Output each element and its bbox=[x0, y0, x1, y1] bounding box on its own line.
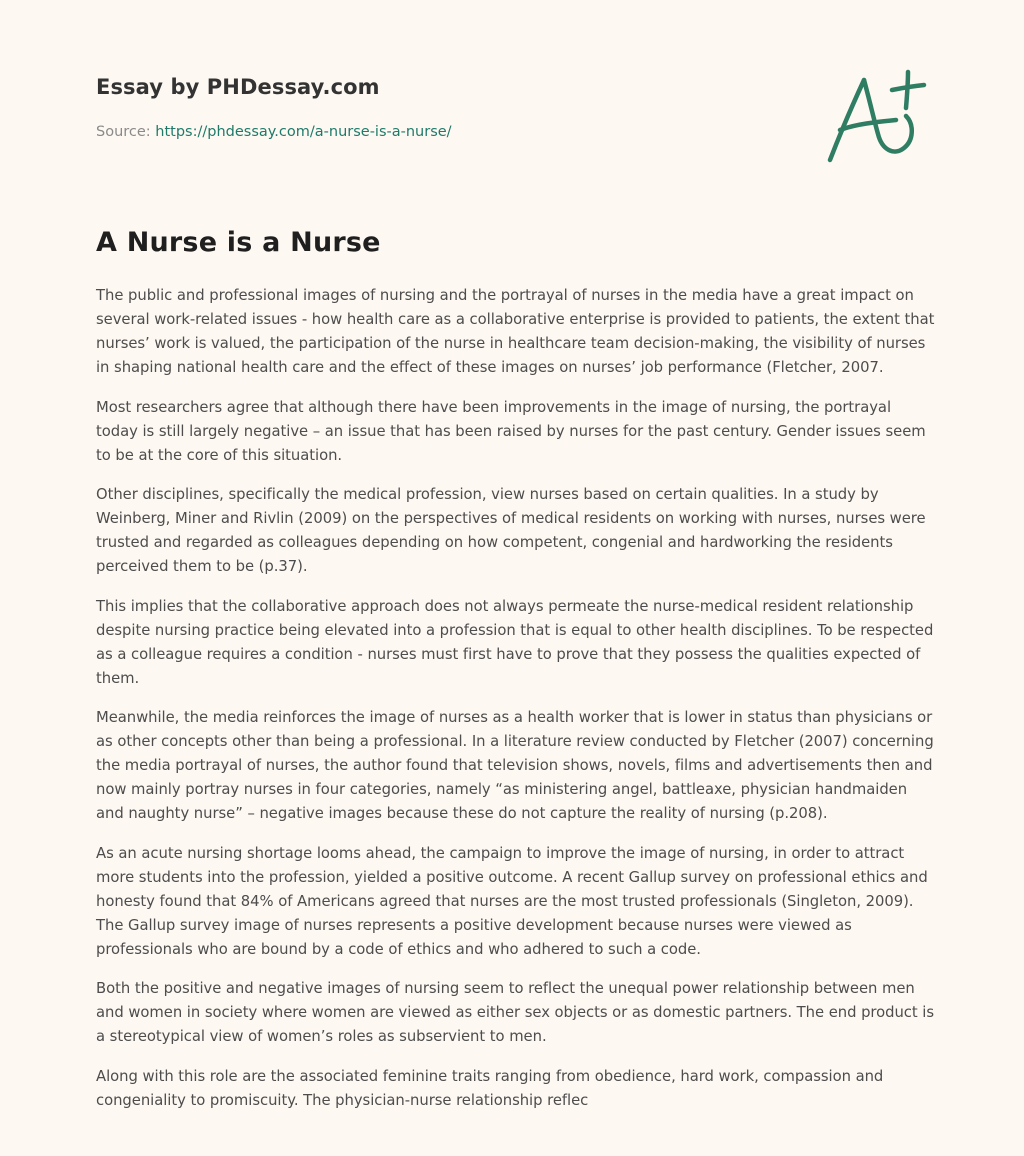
paragraph: Most researchers agree that although there have been improvements in the image of nursing, the portrayal today is still largely negative – an issue that has been raised by nurses for the past century. Gender issues seem to be at the core of this situation. bbox=[96, 398, 926, 464]
a-plus-logo-icon bbox=[826, 68, 930, 166]
essay-title: A Nurse is a Nurse bbox=[96, 227, 381, 258]
paragraph: Both the positive and negative images of nursing seem to reflect the unequal power relationship between men and women in society where women are viewed as either sex objects or as domestic partners. The end product is a stereotypical view of women’s roles as subservient to men. bbox=[96, 980, 935, 1045]
source-label: Source: bbox=[96, 124, 156, 140]
paragraph: This implies that the collaborative approach does not always permeate the nurse-medical resident relationship despite nursing practice being elevated into a profession that is equal to other health disciplines. To be respected as a colleague requires a condition - nurses must first have to prove that they possess the qualities expected of them. bbox=[96, 597, 934, 687]
essay-body bbox=[96, 284, 936, 1128]
source-link[interactable]: https://phdessay.com/a-nurse-is-a-nurse/ bbox=[155, 124, 452, 140]
paragraph: Along with this role are the associated feminine traits ranging from obedience, hard work, compassion and congeniality to promiscuity. The physician-nurse relationship reflec bbox=[96, 1067, 884, 1109]
paragraph: Other disciplines, specifically the medical profession, view nurses based on certain qualities. In a study by Weinberg, Miner and Rivlin (2009) on the perspectives of medical residents on working with nurses, nurses were trusted and regarded as colleagues depending on how competent, congenial and hardworking the residents perceived them to be (p.37). bbox=[96, 486, 926, 575]
source-line bbox=[96, 124, 452, 140]
brand-title: Essay by PHDessay.com bbox=[96, 75, 380, 99]
paragraph: Meanwhile, the media reinforces the image of nurses as a health worker that is lower in status than physicians or as other concepts other than being a professional. In a literature review conducted by Fletcher (2007) concerning the media portrayal of nurses, the author found that television shows, novels, films and advertisements then and now mainly portray nurses in four categories, namely “as ministering angel, battleaxe, physician handmaiden and naughty nurse” – negative images because these do not capture the reality of nursing (p.208). bbox=[96, 709, 934, 822]
paragraph: The public and professional images of nursing and the portrayal of nurses in the media have a great impact on several work-related issues - how health care as a collaborative enterprise is provided to patients, the extent that nurses’ work is valued, the participation of the nurse in healthcare team decision-making, the visibility of nurses in shaping national health care and the effect of these images on nurses’ job performance (Fletcher, 2007. bbox=[96, 287, 935, 376]
paragraph: As an acute nursing shortage looms ahead, the campaign to improve the image of nursing, in order to attract more students into the profession, yielded a positive outcome. A recent Gallup survey on professional ethics and honesty found that 84% of Americans agreed that nurses are the most trusted professionals (Singleton, 2009). The Gallup survey image of nurses represents a positive development because nurses were viewed as professionals who are bound by a code of ethics and who adhered to such a code. bbox=[96, 844, 928, 958]
